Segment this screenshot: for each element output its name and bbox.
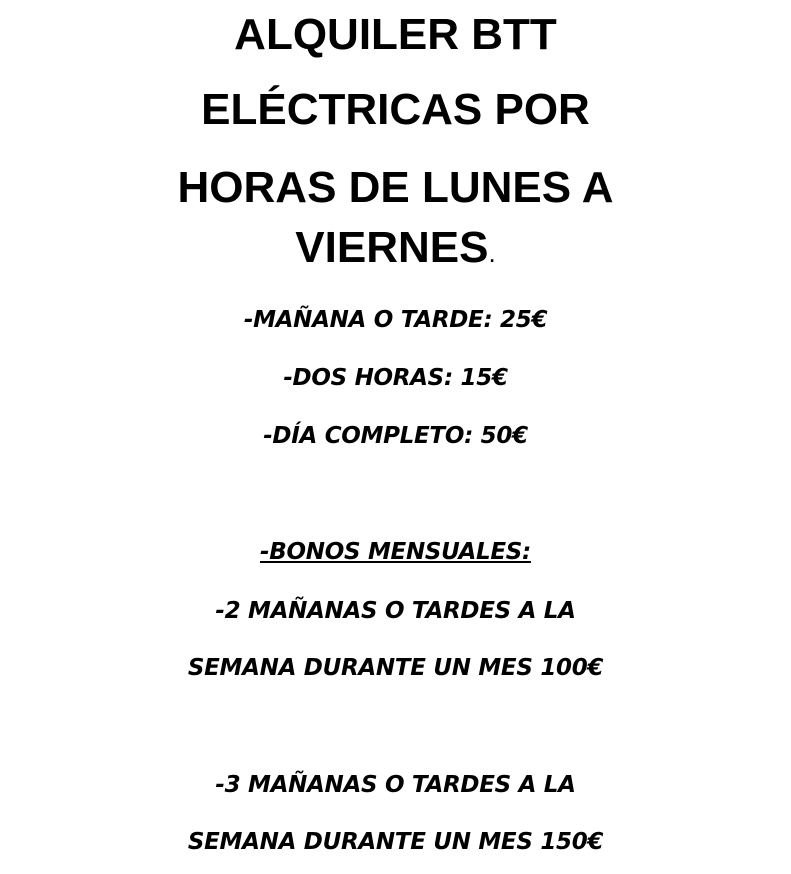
monthly-offer-1-line-2: SEMANA DURANTE UN MES 100€ <box>187 655 604 681</box>
monthly-offer-1-line-1: -2 MAÑANAS O TARDES A LA <box>215 598 576 624</box>
price-full-day: -DÍA COMPLETO: 50€ <box>263 423 528 449</box>
title-line-2: ELÉCTRICAS POR <box>201 85 590 134</box>
price-morning-or-afternoon: -MAÑANA O TARDE: 25€ <box>243 307 548 333</box>
title-line-4 <box>0 223 791 278</box>
title-period: . <box>488 238 496 268</box>
monthly-heading: -BONOS MENSUALES: <box>260 539 531 565</box>
title-line-4-text: VIERNES <box>295 223 489 272</box>
monthly-offer-2-line-1: -3 MAÑANAS O TARDES A LA <box>215 772 576 798</box>
monthly-offer-2-line-2: SEMANA DURANTE UN MES 150€ <box>187 829 604 855</box>
price-two-hours: -DOS HORAS: 15€ <box>283 365 508 391</box>
title-line-1: ALQUILER BTT <box>234 10 557 59</box>
title-line-3: HORAS DE LUNES A <box>177 163 614 212</box>
monthly-heading-wrap <box>0 537 791 567</box>
